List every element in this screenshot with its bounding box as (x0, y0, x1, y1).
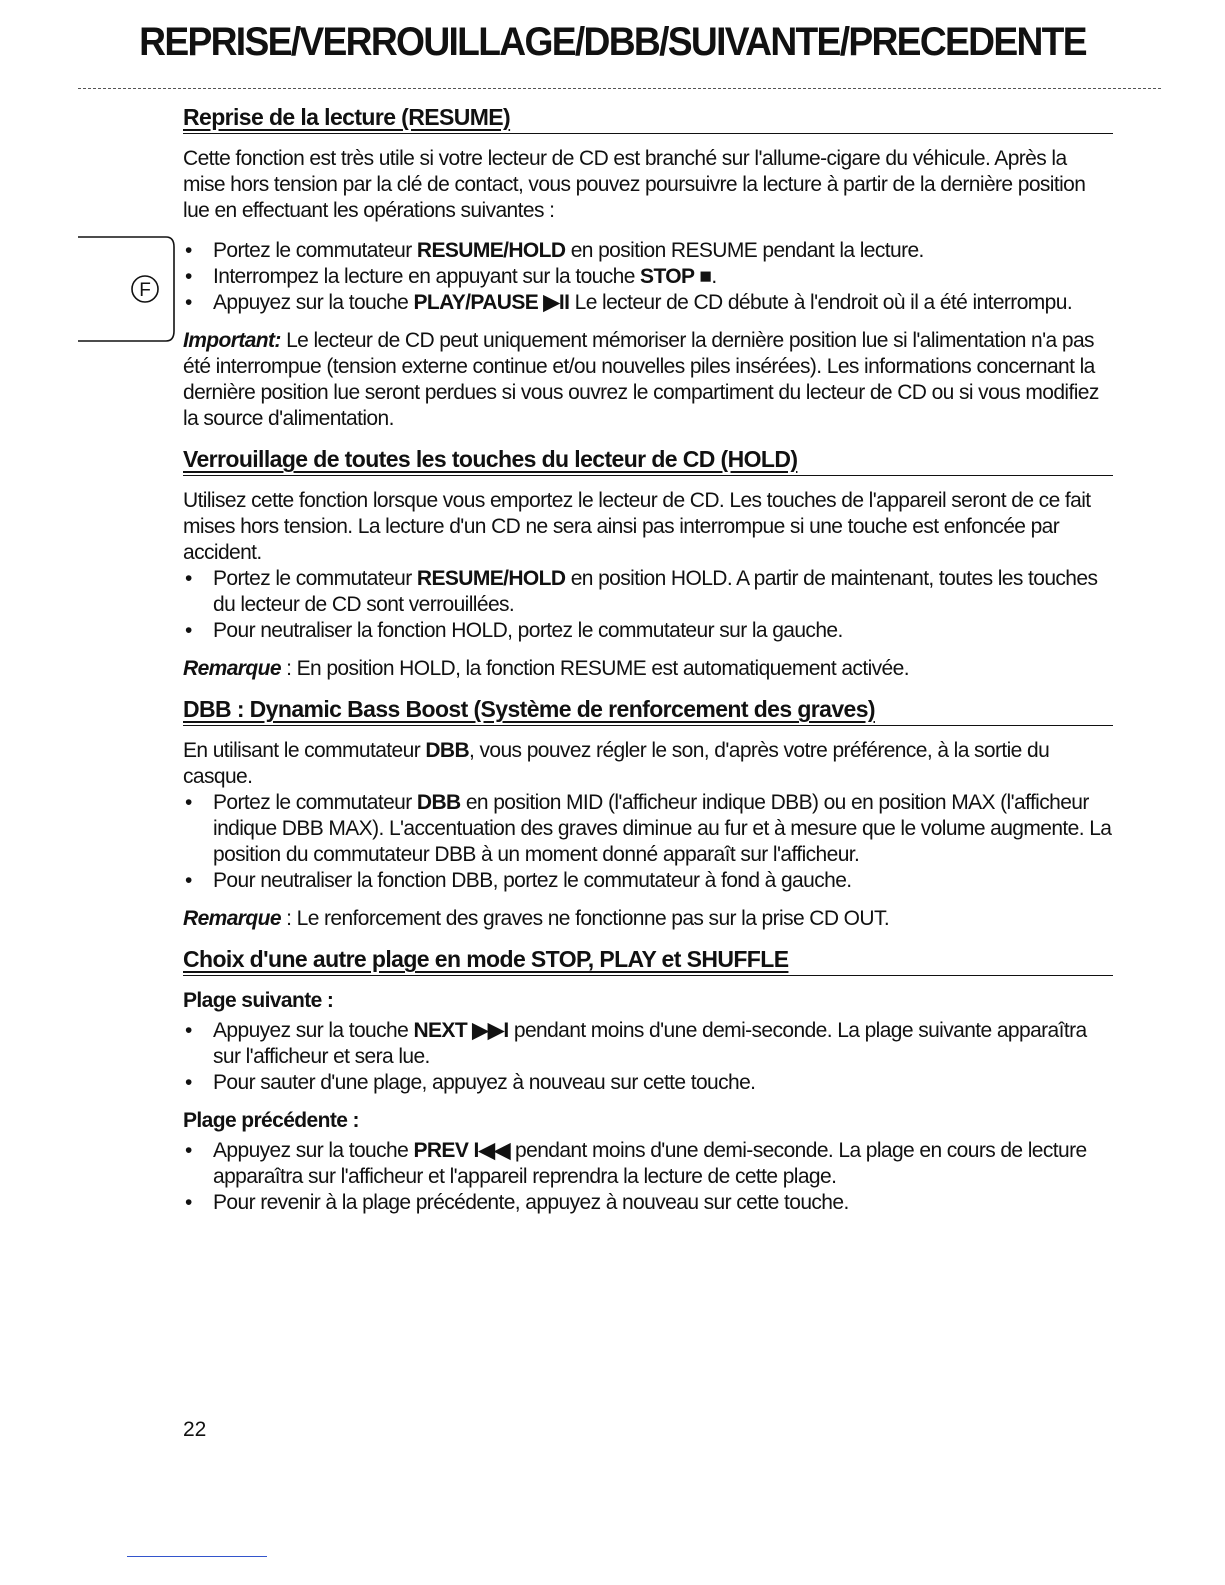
sub-heading-prev: Plage précédente : (183, 1109, 359, 1132)
page-title: REPRISE/VERROUILLAGE/DBB/SUIVANTE/PRECEDENTE (139, 20, 1086, 64)
list-item: • Portez le commutateur RESUME/HOLD en position RESUME pendant la lecture. (183, 238, 1113, 264)
paragraph: Cette fonction est très utile si votre lecteur de CD est branché sur l'allume-cigare du véhicule. Après la mise hors tension par la clé de contact, vous pouvez poursuivre la lecture à partir de la dernière position lue en effectuant les opérations suivantes : (183, 147, 1086, 222)
section-track (183, 946, 1113, 1216)
section-heading: Reprise de la lecture (RESUME) (183, 104, 1113, 134)
list-item: • Appuyez sur la touche NEXT ▶▶I pendant moins d'une demi-seconde. La plage suivante apparaîtra sur l'afficheur et sera lue. (183, 1018, 1113, 1070)
bullet-list (183, 566, 1113, 644)
language-letter: F (139, 280, 151, 301)
remark-note: Remarque : En position HOLD, la fonction RESUME est automatiquement activée. (183, 657, 909, 680)
section-heading: DBB : Dynamic Bass Boost (Système de renforcement des graves) (183, 696, 1113, 726)
section-heading: Verrouillage de toutes les touches du lecteur de CD (HOLD) (183, 446, 1113, 476)
bullet-list (183, 238, 1113, 316)
list-item: • Portez le commutateur RESUME/HOLD en position HOLD. A partir de maintenant, toutes les touches du lecteur de CD sont verrouillées. (183, 566, 1113, 618)
bullet-list (183, 1138, 1113, 1216)
bottom-mark (127, 1556, 267, 1557)
paragraph: Utilisez cette fonction lorsque vous emportez le lecteur de CD. Les touches de l'appareil seront de ce fait mises hors tension. La lecture d'un CD ne sera ainsi pas interrompue si une touche est enfoncée par accident. (183, 489, 1091, 564)
sub-heading-next: Plage suivante : (183, 989, 334, 1012)
remark-note: Remarque : Le renforcement des graves ne fonctionne pas sur la prise CD OUT. (183, 907, 890, 930)
paragraph: En utilisant le commutateur DBB, vous pouvez régler le son, d'après votre préférence, à la sortie du casque. (183, 739, 1050, 788)
list-item: • Appuyez sur la touche PREV I◀◀ pendant moins d'une demi-seconde. La plage en cours de lecture apparaîtra sur l'afficheur et l'appareil reprendra la lecture de cette plage. (183, 1138, 1113, 1190)
section-resume (183, 104, 1113, 432)
important-note: Important: Le lecteur de CD peut uniquement mémoriser la dernière position lue si l'alimentation n'a pas été interrompue (tension externe continue et/ou nouvelles piles insérées). Les informations concernant la dernière position lue seront perdues si vous ouvrez le compartiment du lecteur de CD ou si vous modifiez la source d'alimentation. (183, 329, 1099, 430)
top-divider (78, 88, 1161, 89)
section-hold (183, 446, 1113, 682)
list-item: • Appuyez sur la touche PLAY/PAUSE ▶II Le lecteur de CD débute à l'endroit où il a été interrompu. (183, 290, 1113, 316)
list-item: • Pour neutraliser la fonction DBB, portez le commutateur à fond à gauche. (183, 868, 1113, 894)
bullet-list (183, 1018, 1113, 1096)
list-item: • Interrompez la lecture en appuyant sur la touche STOP ■. (183, 264, 1113, 290)
list-item: • Pour revenir à la plage précédente, appuyez à nouveau sur cette touche. (183, 1190, 1113, 1216)
bullet-list (183, 790, 1113, 894)
list-item: • Pour neutraliser la fonction HOLD, portez le commutateur sur la gauche. (183, 618, 1113, 644)
section-heading: Choix d'une autre plage en mode STOP, PLAY et SHUFFLE (183, 946, 1113, 976)
manual-content (183, 104, 1113, 1230)
page-number: 22 (183, 1418, 207, 1441)
list-item: • Pour sauter d'une plage, appuyez à nouveau sur cette touche. (183, 1070, 1113, 1096)
section-dbb (183, 696, 1113, 932)
list-item: • Portez le commutateur DBB en position MID (l'afficheur indique DBB) ou en position MAX (l'afficheur indique DBB MAX). L'accentuation des graves diminue au fur et à mesure que le volume augmente. La position du commutateur DBB à un moment donné apparaît sur l'afficheur. (183, 790, 1113, 868)
language-tab-marker (78, 235, 178, 345)
